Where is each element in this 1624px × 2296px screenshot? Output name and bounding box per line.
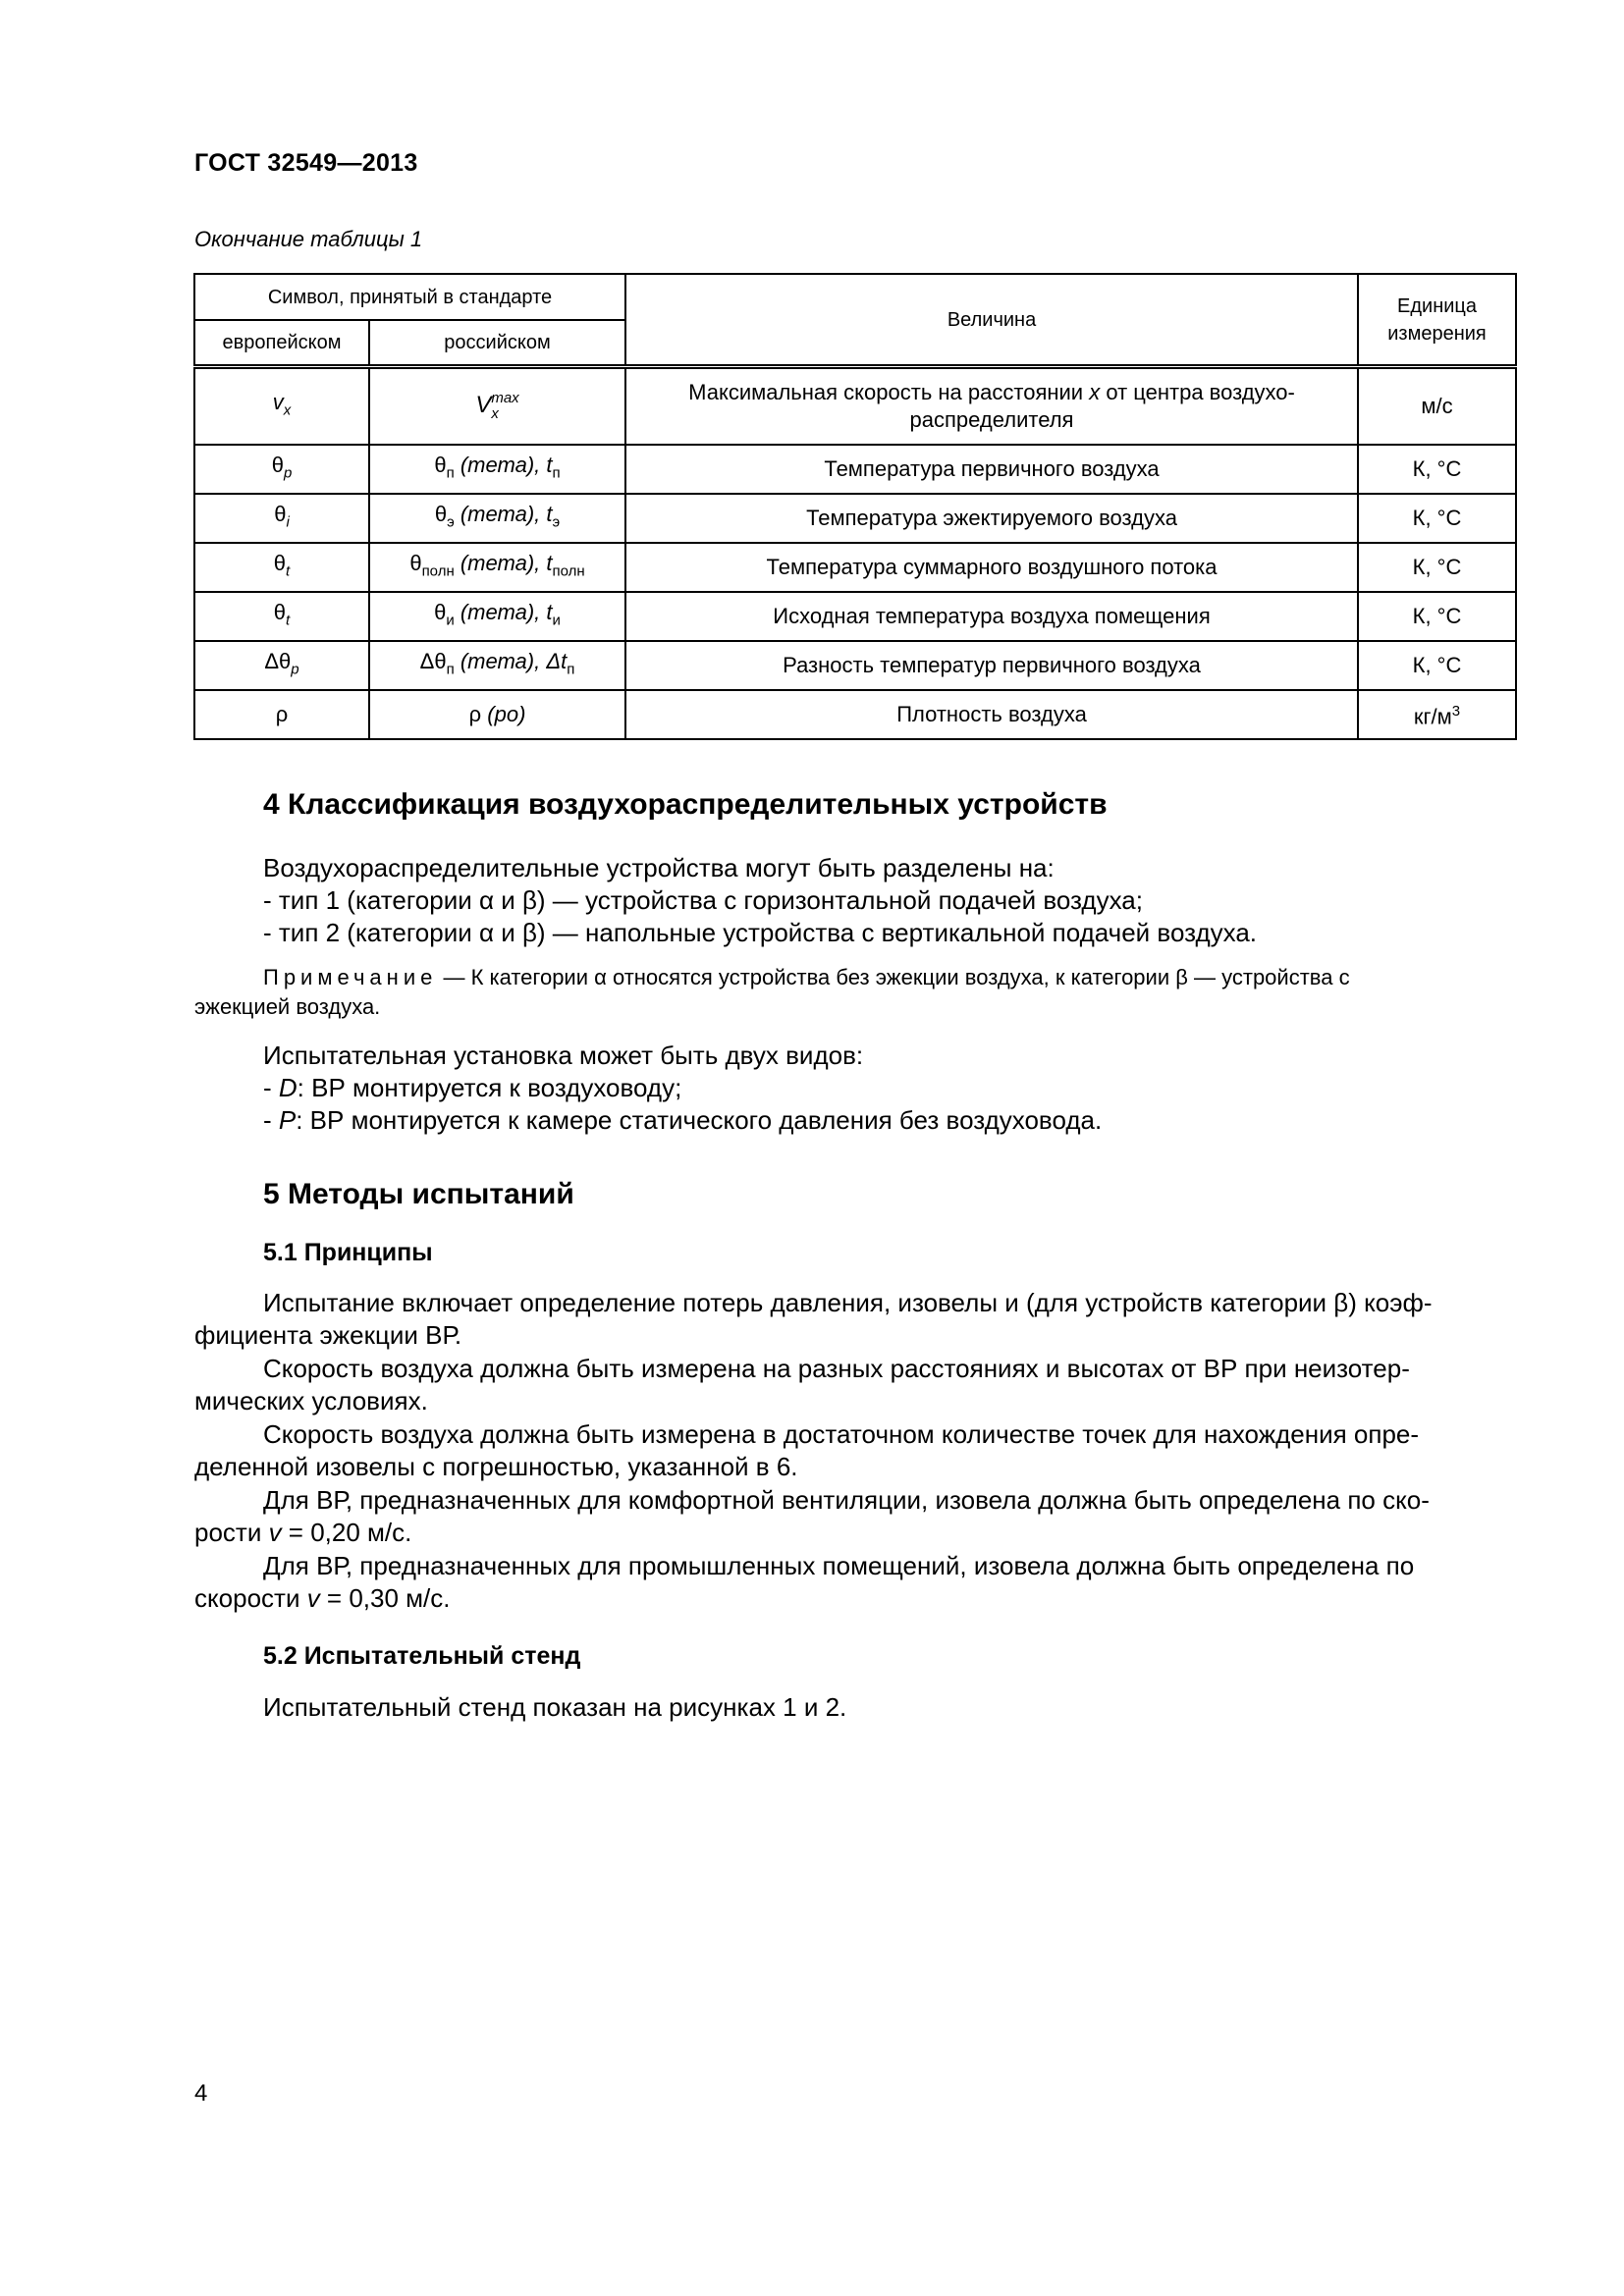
table-row (194, 445, 1516, 494)
install-type-d: - D: ВР монтируется к воздуховоду; (263, 1073, 682, 1102)
quantity-header: Величина (625, 274, 1358, 367)
paragraph-3-line-2: деленной изовелы с погрешностью, указанной в 6. (194, 1452, 798, 1481)
unit-cell: К, °С (1358, 592, 1516, 641)
unit-header-line2: измерения (1387, 322, 1487, 345)
russian-symbol: V max x (369, 367, 625, 446)
unit-cell: К, °С (1358, 445, 1516, 494)
unit-cell: $кг/м^3$ (1358, 690, 1516, 739)
russian-symbol: $\theta_э$ (тета), $t_э$ (369, 494, 625, 543)
table-row (194, 543, 1516, 592)
install-intro: Испытательная установка может быть двух видов: (263, 1041, 864, 1070)
european-symbol: $\theta_p$ (194, 445, 369, 494)
symbols-table (193, 273, 1517, 740)
paragraph-6: Испытательный стенд показан на рисунках 1 и 2. (263, 1692, 847, 1722)
paragraph-2-line-2: мических условиях. (194, 1386, 428, 1415)
paragraph-4-line-2: рости v = 0,20 м/с. (194, 1518, 412, 1547)
paragraph-5-line-1: Для ВР, предназначенных для промышленных помещений, изовела должна быть определена по (263, 1551, 1415, 1580)
paragraph-1-line-1: Испытание включает определение потерь давления, изовелы и (для устройств категории β) коэф- (263, 1288, 1433, 1317)
section-5-title: 5 Методы испытаний (263, 1178, 574, 1210)
unit-cell: К, °С (1358, 543, 1516, 592)
quantity-cell: Исходная температура воздуха помещения (625, 592, 1358, 641)
section-4-item-1: - тип 1 (категории α и β) — устройства с горизонтальной подачей воздуха; (263, 885, 1143, 915)
european-symbol: ρ (194, 690, 369, 739)
note-text-1: — К категории α относятся устройства без эжекции воздуха, к категории β — устройства с (437, 965, 1350, 989)
european-symbol: $v_x$ (194, 367, 369, 446)
russian-header: российском (369, 320, 625, 367)
russian-symbol: $\theta_и$ (тета), $t_и$ (369, 592, 625, 641)
table-row (194, 494, 1516, 543)
paragraph-5-line-2: скорости v = 0,30 м/с. (194, 1583, 451, 1613)
table-caption: Окончание таблицы 1 (194, 227, 423, 251)
paragraph-3-line-1: Скорость воздуха должна быть измерена в достаточном количестве точек для нахождения опре- (263, 1419, 1420, 1449)
russian-symbol: ρ (ро) (369, 690, 625, 739)
european-symbol: $\theta_t$ (194, 543, 369, 592)
paragraph-1-line-2: фициента эжекции ВР. (194, 1320, 462, 1350)
paragraph-2-line-1: Скорость воздуха должна быть измерена на разных расстояниях и высотах от ВР при неизотер- (263, 1354, 1410, 1383)
russian-symbol: $\Delta\theta_п$ (тета), $\Delta t_п$ (369, 641, 625, 690)
note-label: Примечание (263, 965, 438, 989)
table-row (194, 592, 1516, 641)
european-symbol: $\Delta\theta_p$ (194, 641, 369, 690)
install-type-p: - P: ВР монтируется к камере статического давления без воздуховода. (263, 1105, 1103, 1135)
paragraph-4-line-1: Для ВР, предназначенных для комфортной вентиляции, изовела должна быть определена по ско- (263, 1485, 1430, 1515)
russian-symbol: $\theta_{полн}$ (тета), $t_{полн}$ (369, 543, 625, 592)
russian-symbol: $\theta_п$ (тета), $t_п$ (369, 445, 625, 494)
quantity-cell: Разность температур первичного воздуха (625, 641, 1358, 690)
subsection-5-1-title: 5.1 Принципы (263, 1239, 433, 1266)
table-row (194, 641, 1516, 690)
quantity-cell: Плотность воздуха (625, 690, 1358, 739)
unit-header (1358, 274, 1516, 367)
european-symbol: $\theta_i$ (194, 494, 369, 543)
note-line-1 (263, 962, 1350, 992)
page-number: 4 (194, 2080, 208, 2107)
section-4-title: 4 Классификация воздухораспределительных устройств (263, 788, 1108, 821)
note-line-2: эжекцией воздуха. (194, 994, 381, 1019)
section-4-intro: Воздухораспределительные устройства могут быть разделены на: (263, 853, 1055, 882)
table-row (194, 367, 1516, 446)
quantity-cell: Максимальная скорость на расстоянии x от центра воздухо- распределителя (625, 367, 1358, 446)
quantity-cell: Температура суммарного воздушного потока (625, 543, 1358, 592)
symbol-group-header: Символ, принятый в стандарте (194, 274, 625, 320)
unit-header-line1: Единица (1397, 294, 1477, 317)
quantity-cell: Температура первичного воздуха (625, 445, 1358, 494)
quantity-cell: Температура эжектируемого воздуха (625, 494, 1358, 543)
subsection-5-2-title: 5.2 Испытательный стенд (263, 1642, 581, 1670)
unit-cell: К, °С (1358, 641, 1516, 690)
table-row (194, 690, 1516, 739)
european-header: европейском (194, 320, 369, 367)
section-4-item-2: - тип 2 (категории α и β) — напольные устройства с вертикальной подачей воздуха. (263, 918, 1258, 947)
unit-cell: м/с (1358, 367, 1516, 446)
unit-cell: К, °С (1358, 494, 1516, 543)
european-symbol: $\theta_t$ (194, 592, 369, 641)
document-header: ГОСТ 32549—2013 (194, 149, 418, 177)
